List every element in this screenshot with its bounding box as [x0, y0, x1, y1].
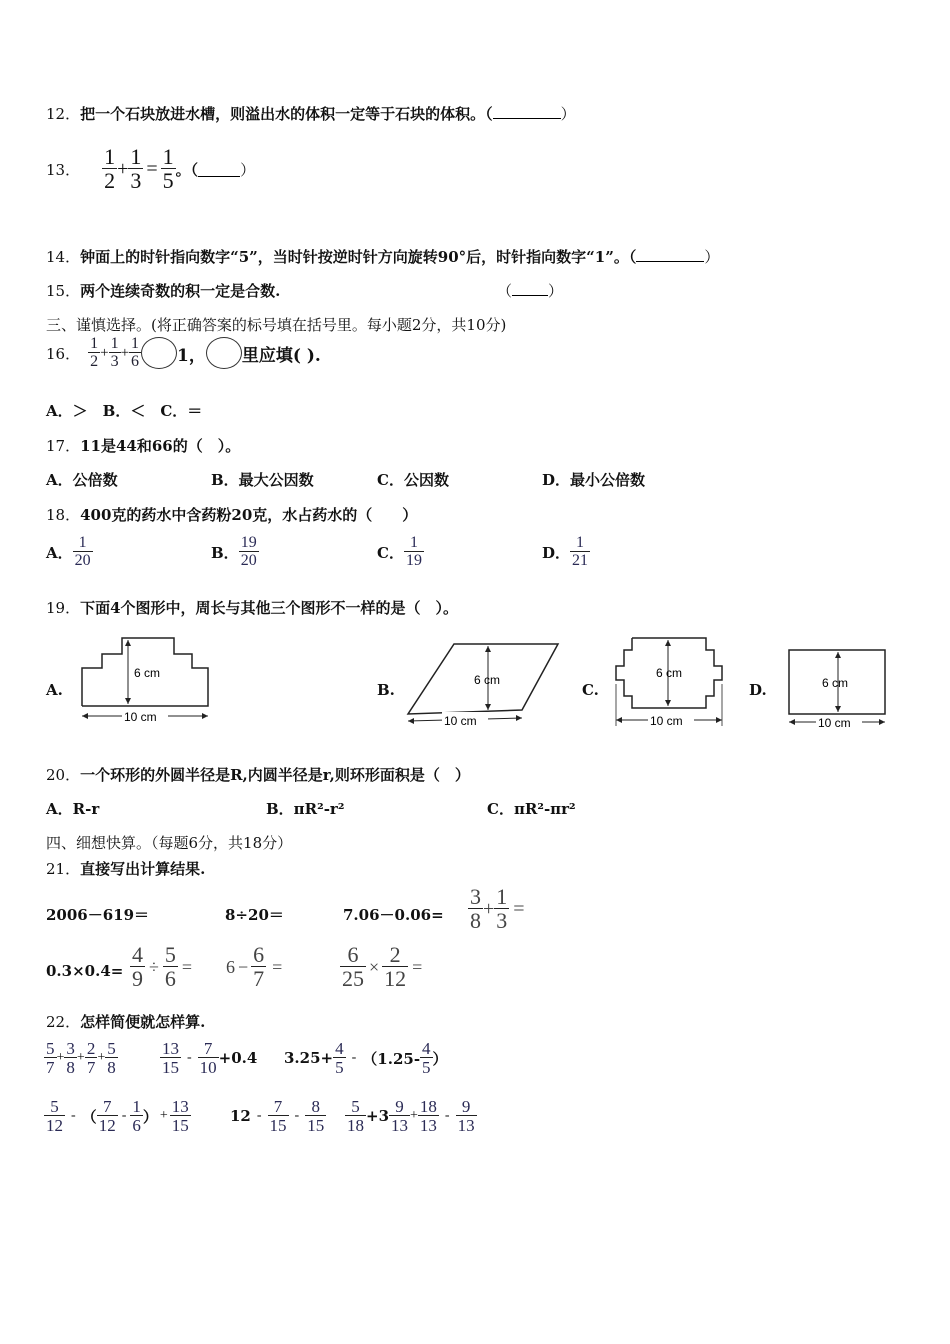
text: 一个环形的外圆半径是R,内圆半径是r,则环形面积是（ ）: [80, 766, 470, 784]
question-19: [46, 597, 458, 618]
operator: =: [412, 956, 423, 977]
denominator: 13: [419, 1116, 437, 1135]
denominator: 8: [66, 1058, 75, 1077]
operator: =: [146, 157, 158, 180]
numerator: 1: [576, 534, 585, 551]
width-label: 10 cm: [444, 714, 477, 728]
fraction: [109, 336, 121, 370]
denominator: 12: [98, 1116, 116, 1135]
fraction: [420, 1040, 433, 1076]
numerator: 19: [240, 534, 257, 551]
denominator: 3: [496, 908, 508, 933]
fraction: [163, 944, 178, 990]
height-label: 6 cm: [134, 666, 161, 680]
operator: +: [410, 1108, 418, 1123]
answer-blank[interactable]: [636, 247, 704, 262]
denominator: 6: [164, 966, 176, 991]
text: 17．: [46, 437, 81, 455]
text: ）: [704, 248, 720, 266]
text: A．: [46, 543, 73, 562]
question-16: [46, 336, 321, 370]
denominator: 5: [422, 1058, 431, 1077]
fraction: [130, 944, 145, 990]
operator: -: [351, 1050, 357, 1065]
denominator: 13: [391, 1116, 409, 1135]
text: （: [497, 282, 513, 300]
numerator: 4: [422, 1039, 431, 1058]
fraction: [198, 1040, 219, 1076]
denominator: 3: [130, 168, 142, 193]
simplify-expr-6: [345, 1098, 477, 1134]
fraction: [73, 535, 93, 569]
fraction: [129, 336, 141, 370]
operator: -: [294, 1108, 300, 1123]
numerator: 5: [46, 1039, 55, 1058]
numerator: 1: [162, 144, 174, 169]
fraction: [85, 1040, 98, 1076]
text: 下面4个图形中，周长与其他三个图形不一样的是（ ）。: [80, 599, 459, 617]
text: （: [81, 1107, 97, 1126]
operator: +: [97, 1050, 106, 1065]
text: B．: [211, 543, 239, 562]
width-label: 10 cm: [650, 714, 683, 728]
option-c[interactable]: C．πR²-πr²: [487, 800, 576, 818]
numerator: 5: [351, 1097, 360, 1116]
text: 15．: [46, 282, 81, 300]
question-14: [46, 246, 719, 267]
denominator: 3: [110, 353, 119, 370]
fraction: [404, 535, 424, 569]
denominator: 15: [171, 1116, 189, 1135]
numerator: 1: [90, 335, 99, 352]
numerator: 1: [132, 1097, 141, 1116]
simplify-expr-4: [44, 1098, 191, 1134]
denominator: 13: [457, 1116, 475, 1135]
operator: -: [121, 1108, 127, 1123]
question-16-options[interactable]: A．＞ B．＜ C．＝: [46, 402, 203, 420]
operator: -: [256, 1108, 262, 1123]
calc-item: 2006－619＝: [46, 906, 150, 924]
calc-item: 8÷20＝: [225, 906, 284, 924]
text: 12: [230, 1107, 251, 1125]
section-4-heading: 四、细想快算。（每题6分，共18分）: [46, 834, 293, 852]
text: 11是44和66的（ ）。: [80, 437, 241, 455]
text: 19．: [46, 599, 81, 617]
option-c[interactable]: C．公因数: [377, 471, 449, 489]
numerator: 13: [162, 1039, 179, 1058]
answer-circle[interactable]: [141, 337, 177, 369]
figure-b-parallelogram: [404, 638, 564, 730]
option-a-label[interactable]: A.: [46, 681, 63, 699]
numerator: 3: [470, 884, 481, 909]
text: D．: [542, 543, 571, 562]
fraction: [340, 944, 366, 990]
numerator: 13: [171, 1097, 189, 1116]
fraction: [160, 1040, 181, 1076]
denominator: 12: [384, 966, 407, 991]
figure-a-stepped-shape: [76, 634, 216, 726]
denominator: 20: [240, 552, 257, 569]
numerator: 9: [461, 1097, 471, 1116]
fraction: [456, 1098, 477, 1134]
width-label: 10 cm: [124, 710, 157, 724]
text: +3: [366, 1107, 390, 1125]
text: ）: [432, 1049, 448, 1068]
question-13: [46, 146, 255, 192]
question-15: [46, 280, 280, 301]
question-22: [46, 1011, 205, 1032]
denominator: 8: [107, 1058, 116, 1077]
denominator: 5: [335, 1058, 344, 1077]
operator: ×: [369, 956, 380, 977]
operator: -: [444, 1108, 450, 1123]
option-b[interactable]: B．πR²-r²: [266, 800, 345, 818]
height-label: 6 cm: [822, 676, 849, 690]
option-c-label[interactable]: C.: [582, 681, 599, 699]
question-12: [46, 103, 576, 124]
denominator: 5: [162, 168, 174, 193]
answer-blank[interactable]: [512, 281, 548, 296]
operator: +: [76, 1050, 85, 1065]
text: 22．: [46, 1013, 81, 1031]
operator: +: [117, 157, 129, 180]
operator: +: [56, 1050, 65, 1065]
answer-blank[interactable]: [493, 104, 561, 119]
numerator: 1: [104, 144, 116, 169]
numerator: 1: [496, 884, 508, 909]
question-20: [46, 764, 470, 785]
text: 21．: [46, 860, 81, 878]
text: 3.25+: [284, 1049, 334, 1067]
fraction: [161, 146, 176, 192]
denominator: 7: [253, 966, 265, 991]
text: 13．: [46, 160, 81, 179]
circle-symbol: [206, 337, 242, 369]
question-21: [46, 858, 205, 879]
numerator: 5: [50, 1097, 59, 1116]
numerator: 1: [110, 335, 119, 352]
numerator: 1: [409, 534, 418, 551]
simplify-expr-5: [230, 1098, 326, 1134]
fraction: [102, 146, 117, 192]
figure-d-rectangle: [784, 644, 894, 732]
fraction: [128, 146, 143, 192]
fraction: [88, 336, 100, 370]
denominator: 12: [46, 1116, 63, 1135]
text: +0.4: [218, 1049, 258, 1067]
calc-item-fraction-sum: [468, 886, 525, 932]
answer-blank[interactable]: [198, 162, 240, 177]
operator: =: [513, 897, 525, 920]
fraction: [105, 1040, 118, 1076]
numerator: 1: [131, 335, 140, 352]
fraction: [333, 1040, 346, 1076]
figure-c-notched-shape: [610, 632, 728, 730]
denominator: 19: [405, 552, 422, 569]
calc-item: 0.3×0.4=: [46, 962, 124, 980]
option-a[interactable]: [46, 535, 93, 569]
calc-item-fraction-mul: [340, 944, 422, 990]
numerator: 2: [86, 1039, 96, 1058]
question-18: [46, 504, 417, 525]
fraction: [251, 944, 266, 990]
numerator: 4: [335, 1039, 344, 1058]
numerator: 9: [395, 1097, 404, 1116]
fraction: [345, 1098, 366, 1134]
numerator: 4: [132, 942, 143, 967]
option-b[interactable]: B．最大公因数: [211, 471, 314, 489]
option-b-label[interactable]: B.: [377, 681, 395, 699]
text: ）: [142, 1107, 158, 1126]
width-label: 10 cm: [818, 716, 851, 730]
text: 里应填( ).: [241, 345, 321, 366]
option-a[interactable]: A．公倍数: [46, 471, 118, 489]
height-label: 6 cm: [474, 673, 501, 687]
text: 20．: [46, 766, 81, 784]
simplify-expr-3: [284, 1040, 448, 1076]
text: 怎样简便就怎样算.: [80, 1013, 206, 1031]
operator: -: [71, 1108, 76, 1123]
text: 16．: [46, 344, 81, 363]
calc-item-fraction-div: [130, 944, 192, 990]
denominator: 6: [131, 353, 140, 370]
text: 直接写出计算结果.: [80, 860, 206, 878]
numerator: 7: [102, 1097, 112, 1116]
text: 两个连续奇数的积一定是合数.: [80, 282, 281, 300]
fraction: [268, 1098, 289, 1134]
text: （1.25-: [362, 1049, 421, 1068]
numerator: 2: [389, 942, 401, 967]
denominator: 15: [307, 1116, 325, 1135]
fraction: [468, 886, 483, 932]
denominator: 2: [104, 168, 116, 193]
operator: ÷: [149, 956, 159, 977]
text: 400克的药水中含药粉20克，水占药水的（ ）: [80, 506, 418, 524]
numerator: 7: [273, 1097, 283, 1116]
fraction: [570, 535, 590, 569]
text: 18．: [46, 506, 81, 524]
option-d-label[interactable]: D.: [749, 681, 767, 699]
operator: +: [483, 897, 495, 920]
denominator: 21: [572, 552, 589, 569]
fraction: [382, 944, 408, 990]
fraction: [305, 1098, 326, 1134]
denominator: 18: [347, 1116, 364, 1135]
option-a[interactable]: A．R-r: [46, 800, 100, 818]
denominator: 8: [470, 908, 481, 933]
text: 把一个石块放进水槽，则溢出水的体积一定等于石块的体积。（: [80, 105, 493, 123]
operator: +: [120, 344, 130, 361]
text: C．: [377, 543, 404, 562]
fraction: [44, 1098, 65, 1134]
fraction: [389, 1098, 410, 1134]
denominator: 20: [74, 552, 91, 569]
denominator: 15: [162, 1058, 179, 1077]
simplify-expr-1: [44, 1040, 118, 1076]
height-label: 6 cm: [656, 666, 683, 680]
operator: =: [181, 956, 193, 977]
fraction: [494, 886, 509, 932]
fraction: [130, 1098, 143, 1134]
text: 14．: [46, 248, 81, 266]
numerator: 8: [311, 1097, 320, 1116]
denominator: 7: [86, 1058, 96, 1077]
denominator: 25: [342, 966, 364, 991]
option-c[interactable]: [377, 535, 424, 569]
calc-item: 7.06－0.06=: [343, 906, 444, 924]
text: ）: [548, 282, 564, 300]
operator: +: [100, 344, 109, 361]
simplify-expr-2: [160, 1040, 257, 1076]
numerator: 5: [107, 1039, 116, 1058]
operator: −: [238, 956, 249, 977]
question-17: [46, 435, 240, 456]
section-3-heading: 三、谨慎选择。(将正确答案的标号填在括号里。每小题2分，共10分): [46, 316, 507, 334]
fraction: [64, 1040, 77, 1076]
numerator: 1: [130, 144, 142, 169]
text: ）: [560, 105, 576, 123]
calc-item-fraction-sub: [226, 944, 282, 990]
fraction: [239, 535, 259, 569]
denominator: 6: [132, 1116, 141, 1135]
fraction: [170, 1098, 191, 1134]
operator: -: [187, 1050, 192, 1065]
text: ）: [240, 160, 256, 179]
text: 1，: [177, 345, 206, 366]
denominator: 15: [269, 1116, 287, 1135]
text: 钟面上的时针指向数字“5”，当时针按逆时针方向旋转90°后，时针指向数字“1”。（: [80, 248, 637, 266]
question-15-blank: [497, 280, 563, 301]
text: 。（: [175, 160, 199, 179]
fraction: [97, 1098, 118, 1134]
numerator: 6: [347, 942, 359, 967]
operator: +: [159, 1108, 168, 1123]
operator: 6: [226, 956, 235, 977]
option-d[interactable]: D．最小公倍数: [542, 471, 646, 489]
numerator: 3: [66, 1039, 75, 1058]
question-number: 12．: [46, 105, 81, 123]
option-b[interactable]: [211, 535, 259, 569]
numerator: 7: [203, 1039, 213, 1058]
operator: =: [272, 956, 283, 977]
numerator: 6: [253, 942, 265, 967]
option-d[interactable]: [542, 535, 590, 569]
numerator: 5: [164, 942, 176, 967]
denominator: 7: [46, 1058, 55, 1077]
denominator: 9: [132, 966, 143, 991]
numerator: 18: [419, 1097, 437, 1116]
fraction: [418, 1098, 439, 1134]
fraction: [44, 1040, 57, 1076]
numerator: 1: [78, 534, 87, 551]
denominator: 10: [199, 1058, 217, 1077]
denominator: 2: [90, 353, 99, 370]
